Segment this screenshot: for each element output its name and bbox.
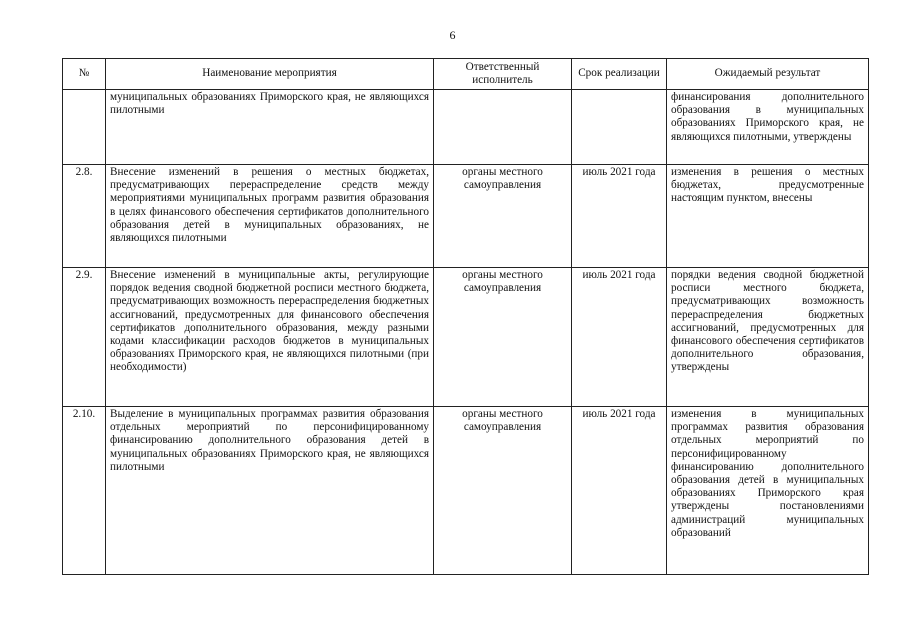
measures-table — [62, 58, 869, 575]
row-term: июль 2021 года — [572, 407, 667, 575]
row-executor: органы местного самоуправления — [434, 407, 572, 575]
row-name: Внесение изменений в муниципальные акты, регулирующие порядок ведения сводной бюджетной росписи местного бюджета, предусматривающих возможность перераспределения бюджетных ассигнований, предусмотренных для финансового обеспечения сертификатов дополнительного образования, между разными кодами классификации расходов бюджетов в муниципальных образованиях Приморского края, не являющихся пилотными (при необходимости) — [106, 268, 434, 407]
row-executor — [434, 90, 572, 165]
table-row — [63, 268, 869, 407]
row-result: финансирования дополнительного образования в муниципальных образованиях Приморского края, не являющихся пилотными, утверждены — [667, 90, 869, 165]
header-term: Срок реализации — [572, 59, 667, 90]
row-executor: органы местного самоуправления — [434, 268, 572, 407]
row-result: изменения в решения о местных бюджетах, предусмотренные настоящим пунктом, внесены — [667, 165, 869, 268]
row-num: 2.10. — [63, 407, 106, 575]
row-name: муниципальных образованиях Приморского края, не являющихся пилотными — [106, 90, 434, 165]
row-num: 2.9. — [63, 268, 106, 407]
page-number: 6 — [449, 28, 456, 42]
table-row — [63, 407, 869, 575]
row-num: 2.8. — [63, 165, 106, 268]
row-term: июль 2021 года — [572, 165, 667, 268]
row-num — [63, 90, 106, 165]
header-name: Наименование мероприятия — [106, 59, 434, 90]
table-header-row — [63, 59, 869, 90]
row-term: июль 2021 года — [572, 268, 667, 407]
table-row — [63, 90, 869, 165]
row-result: изменения в муниципальных программах развития образования отдельных мероприятий по персонифицированному финансированию дополнительного образования детей в муниципальных образованиях Приморского края утверждены постановлениями администраций муниципальных образований — [667, 407, 869, 575]
row-term — [572, 90, 667, 165]
header-executor: Ответственный исполнитель — [434, 59, 572, 90]
row-executor: органы местного самоуправления — [434, 165, 572, 268]
header-num: № — [63, 59, 106, 90]
table-row — [63, 165, 869, 268]
row-name: Выделение в муниципальных программах развития образования отдельных мероприятий по персонифицированному финансированию дополнительного образования детей в муниципальных образованиях Приморского края, не являющихся пилотными — [106, 407, 434, 575]
header-result: Ожидаемый результат — [667, 59, 869, 90]
row-name: Внесение изменений в решения о местных бюджетах, предусматривающих перераспределение средств между мероприятиями муниципальных программ развития образования в целях финансового обеспечения сертификатов дополнительного образования детей в муниципальных образованиях, не являющихся пилотными — [106, 165, 434, 268]
row-result: порядки ведения сводной бюджетной росписи местного бюджета, предусматривающих возможность перераспределения бюджетных ассигнований, предусмотренных для финансового обеспечения сертификатов дополнительного образования, утверждены — [667, 268, 869, 407]
